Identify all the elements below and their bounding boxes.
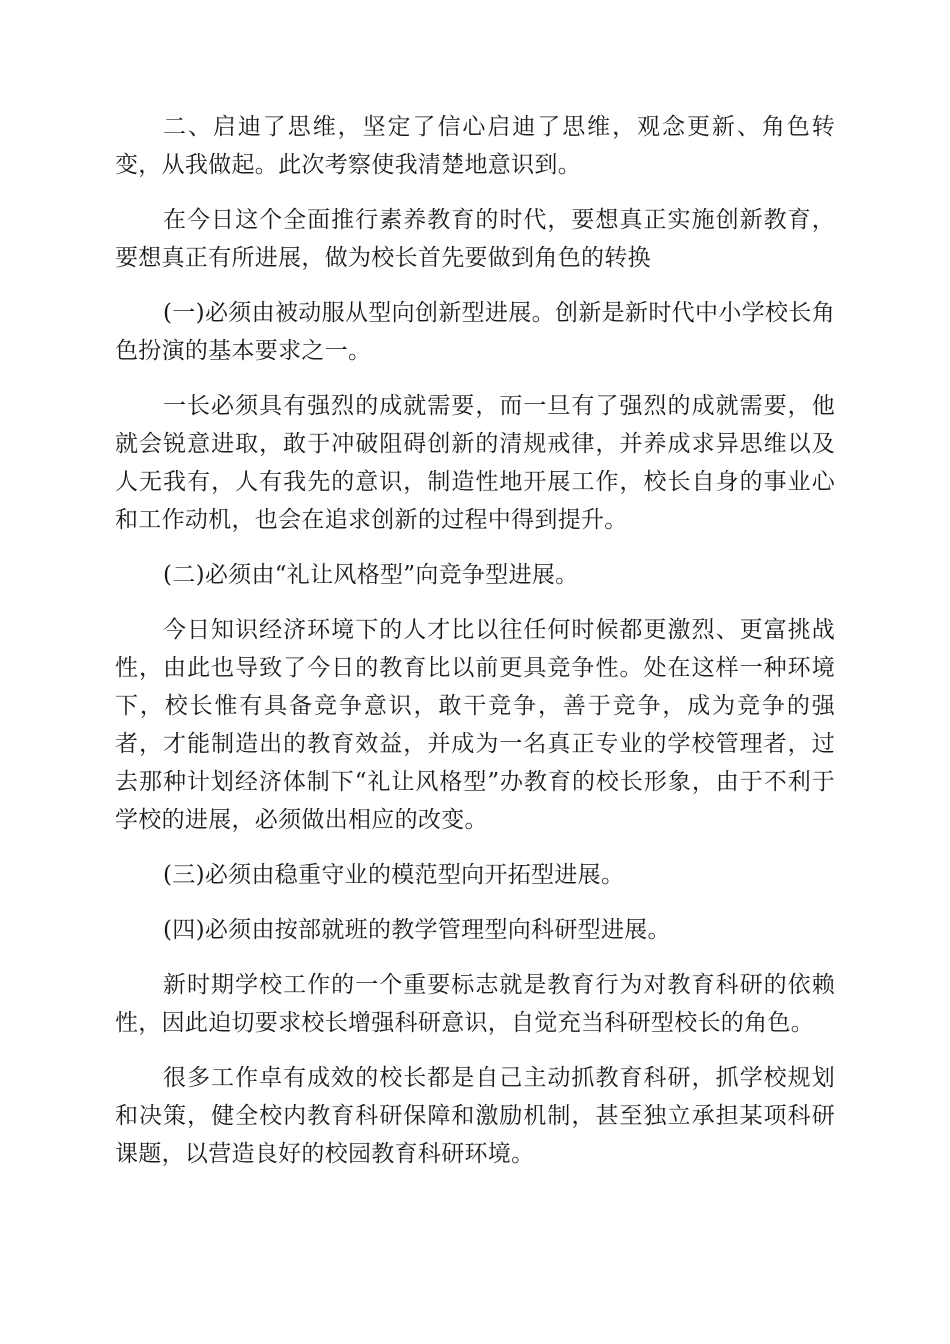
paragraph-competition: 今日知识经济环境下的人才比以往任何时候都更激烈、更富挑战性，由此也导致了今日的教育比以前更具竞争性。处在这样一种环境下，校长惟有具备竞争意识，敢干竞争，善于竞争，成为竞争的强者，才能制造出的教育效益，并成为一名真正专业的学校管理者，过去那种计划经济体制下“礼让风格型”办教育的校长形象，由于不利于学校的进展，必须做出相应的改变。 [115,617,835,833]
paragraph-point-one: (一)必须由被动服从型向创新型进展。创新是新时代中小学校长角色扮演的基本要求之一。 [115,300,835,364]
paragraph-point-three: (三)必须由稳重守业的模范型向开拓型进展。 [163,862,625,888]
paragraph-effective-principals: 很多工作卓有成效的校长都是自己主动抓教育科研，抓学校规划和决策，健全校内教育科研保障和激励机制，甚至独立承担某项科研课题，以营造良好的校园教育科研环境。 [115,1065,835,1167]
paragraph-point-two: (二)必须由“礼让风格型”向竞争型进展。 [163,562,579,588]
paragraph-thinking-inspired: 二、启迪了思维，坚定了信心启迪了思维，观念更新、角色转变，从我做起。此次考察使我清楚地意识到。 [115,114,835,178]
paragraph-role-transformation: 在今日这个全面推行素养教育的时代，要想真正实施创新教育，要想真正有所进展，做为校长首先要做到角色的转换 [115,207,835,271]
paragraph-achievement-need: 一长必须具有强烈的成就需要，而一旦有了强烈的成就需要，他就会锐意进取，敢于冲破阻碍创新的清规戒律，并养成求异思维以及人无我有，人有我先的意识，制造性地开展工作，校长自身的事业心和工作动机，也会在追求创新的过程中得到提升。 [115,393,835,533]
paragraph-research-dependence: 新时期学校工作的一个重要标志就是教育行为对教育科研的依赖性，因此迫切要求校长增强科研意识，自觉充当科研型校长的角色。 [115,972,835,1036]
paragraph-point-four: (四)必须由按部就班的教学管理型向科研型进展。 [163,917,671,943]
document-body [115,108,835,1190]
